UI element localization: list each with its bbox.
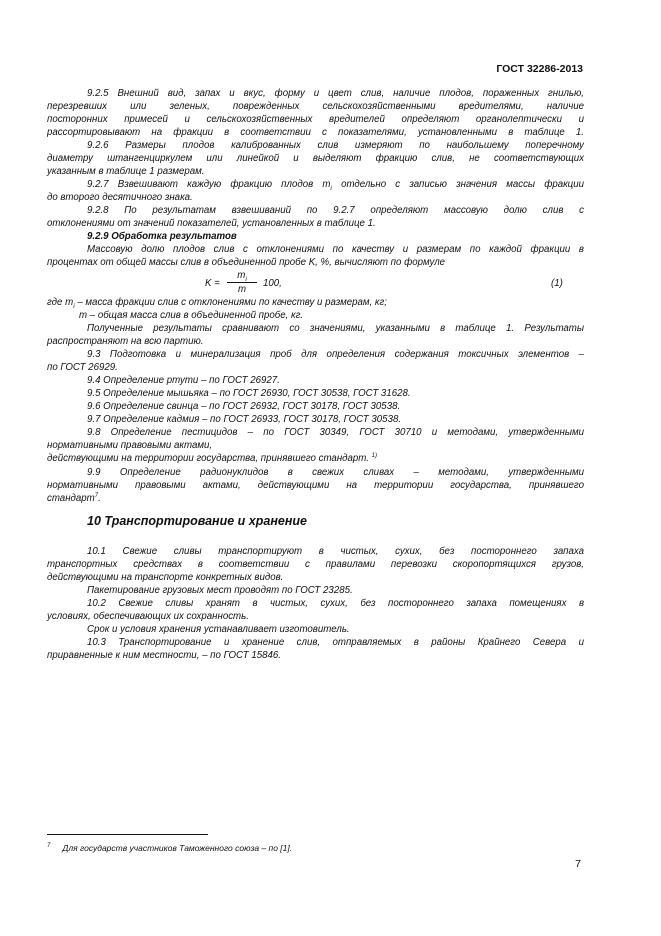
paragraph-10-3-end: приравненные к ним местности, – по ГОСТ 15846. bbox=[47, 650, 281, 661]
paragraph-9-2-7-end: до второго десятичного знака. bbox=[47, 192, 193, 203]
paragraph-9-2-6-end: указанным в таблице 1 размерам. bbox=[47, 166, 205, 177]
paragraph-10-3-line: 10.3 Транспортирование и хранение слив, отправляемых в районы Крайнего Севера и bbox=[87, 637, 584, 648]
paragraph-9-2-8-line: 9.2.8 По результатам взвешиваний по 9.2.7 определяют массовую долю слив с bbox=[87, 205, 584, 216]
paragraph-9-3-line: 9.3 Подготовка и минерализация проб для определения содержания токсичных элементов – bbox=[87, 349, 584, 360]
paragraph-9-2-7-line: 9.2.7 Взвешивают каждую фракцию плодов $m_i$ отдельно с записью значения массы фракции bbox=[87, 179, 584, 191]
footnote: $^7$ Для государств участников Таможенного союза – по [1]. bbox=[47, 843, 293, 853]
formula-denominator: m bbox=[237, 284, 247, 295]
paragraph-9-5: 9.5 Определение мышьяка – по ГОСТ 26930, ГОСТ 30538, ГОСТ 31628. bbox=[87, 388, 411, 399]
paragraph-9-2-6-line: диаметру штангенциркулем или линейкой и выделяют фракцию слив, не соответствующих bbox=[47, 153, 584, 164]
paragraph-9-2-5-line: 9.2.5 Внешний вид, запах и вкус, форму и цвет слив, наличие плодов, пораженных гнилью, bbox=[87, 88, 584, 99]
results-paragraph-end: распространяют на всю партию. bbox=[47, 336, 204, 347]
paragraph-9-2-8-end: отклонениями от значений показателей, установленных в таблице 1. bbox=[47, 218, 376, 229]
paragraph-9-9-end: стандарт$^7$. bbox=[47, 492, 101, 504]
formula-lhs: K = bbox=[205, 278, 220, 289]
formula-number: (1) bbox=[551, 278, 563, 289]
paragraph-10-1-line: 10.1 Свежие сливы транспортируют в чистых, сухих, без постороннего запаха bbox=[87, 546, 584, 557]
storage-paragraph: Срок и условия хранения устанавливает изготовитель. bbox=[87, 624, 350, 635]
paragraph-9-9-line: нормативными правовыми актами, действующими на территории государства, принявшего bbox=[47, 480, 584, 491]
paragraph-9-2-5-line: рассортировывают на фракции в соответствии с показателями, установленными в таблице 1. bbox=[47, 127, 584, 138]
subsection-title-9-2-9: 9.2.9 Обработка результатов bbox=[87, 231, 237, 242]
paragraph-9-8-end: действующими на территории государства, принявшего стандарт. $^{1)}$ bbox=[47, 452, 377, 464]
formula-numerator: $m_i$ bbox=[237, 270, 247, 283]
page-number: 7 bbox=[575, 858, 581, 870]
paragraph-10-1-end: действующими на транспорте конкретных видов. bbox=[47, 572, 284, 583]
results-paragraph-line: Полученные результаты сравнивают со значениями, указанными в таблице 1. Результаты bbox=[87, 323, 584, 334]
footnote-ref: 7 bbox=[94, 492, 99, 499]
paragraph-9-8-line: 9.8 Определение пестицидов – по ГОСТ 30349, ГОСТ 30710 и методами, утвержденными bbox=[87, 427, 584, 438]
section-heading-10: 10 Транспортирование и хранение bbox=[87, 514, 307, 528]
paragraph-9-2-9-end: процентах от общей массы слив в объединенной пробе K, %, вычисляют по формуле bbox=[47, 257, 446, 268]
formula-where-line: m – общая масса слив в объединенной пробе, кг. bbox=[79, 310, 304, 321]
footnote-separator bbox=[47, 834, 208, 835]
formula-factor: 100, bbox=[263, 278, 282, 289]
paragraph-10-1-line: транспортных средствах в соответствии с правилами перевозки скоропортящихся грузов, bbox=[47, 559, 584, 570]
paragraph-9-2-6-line: 9.2.6 Размеры плодов калиброванных слив измеряют по наибольшему поперечному bbox=[87, 140, 584, 151]
paragraph-9-8-line: нормативными правовыми актами, bbox=[47, 440, 213, 451]
paragraph-9-2-5-line: перезревших или зеленых, поврежденных сельскохозяйственными вредителями, наличие bbox=[47, 101, 584, 112]
paragraph-9-3-end: по ГОСТ 26929. bbox=[47, 362, 118, 373]
fraction-bar bbox=[227, 282, 257, 283]
formula-fraction bbox=[227, 270, 257, 295]
footnote-ref: 1) bbox=[371, 452, 377, 459]
paragraph-10-2-line: 10.2 Свежие сливы хранят в чистых, сухих, без постороннего запаха помещениях в bbox=[87, 598, 584, 609]
paragraph-9-6: 9.6 Определение свинца – по ГОСТ 26932, ГОСТ 30178, ГОСТ 30538. bbox=[87, 401, 401, 412]
packing-paragraph: Пакетирование грузовых мест проводят по ГОСТ 23285. bbox=[87, 585, 353, 596]
paragraph-9-7: 9.7 Определение кадмия – по ГОСТ 26933, ГОСТ 30178, ГОСТ 30538. bbox=[87, 414, 402, 425]
paragraph-9-9-line: 9.9 Определение радионуклидов в свежих сливах – методами, утвержденными bbox=[87, 467, 584, 478]
paragraph-10-2-end: условиях, обеспечивающих их сохранность. bbox=[47, 611, 249, 622]
paragraph-9-4: 9.4 Определение ртути – по ГОСТ 26927. bbox=[87, 375, 280, 386]
paragraph-9-2-5-line: посторонних примесей и сельскохозяйственных вредителей определяют органолептически и bbox=[47, 114, 584, 125]
paragraph-9-2-9-line: Массовую долю плодов слив с отклонениями по качеству и размерам по каждой фракции в bbox=[87, 244, 584, 255]
formula-where-line: где $m_i$ – масса фракции слив с отклонениями по качеству и размерам, кг; bbox=[47, 297, 387, 310]
document-header: ГОСТ 32286-2013 bbox=[496, 63, 583, 75]
